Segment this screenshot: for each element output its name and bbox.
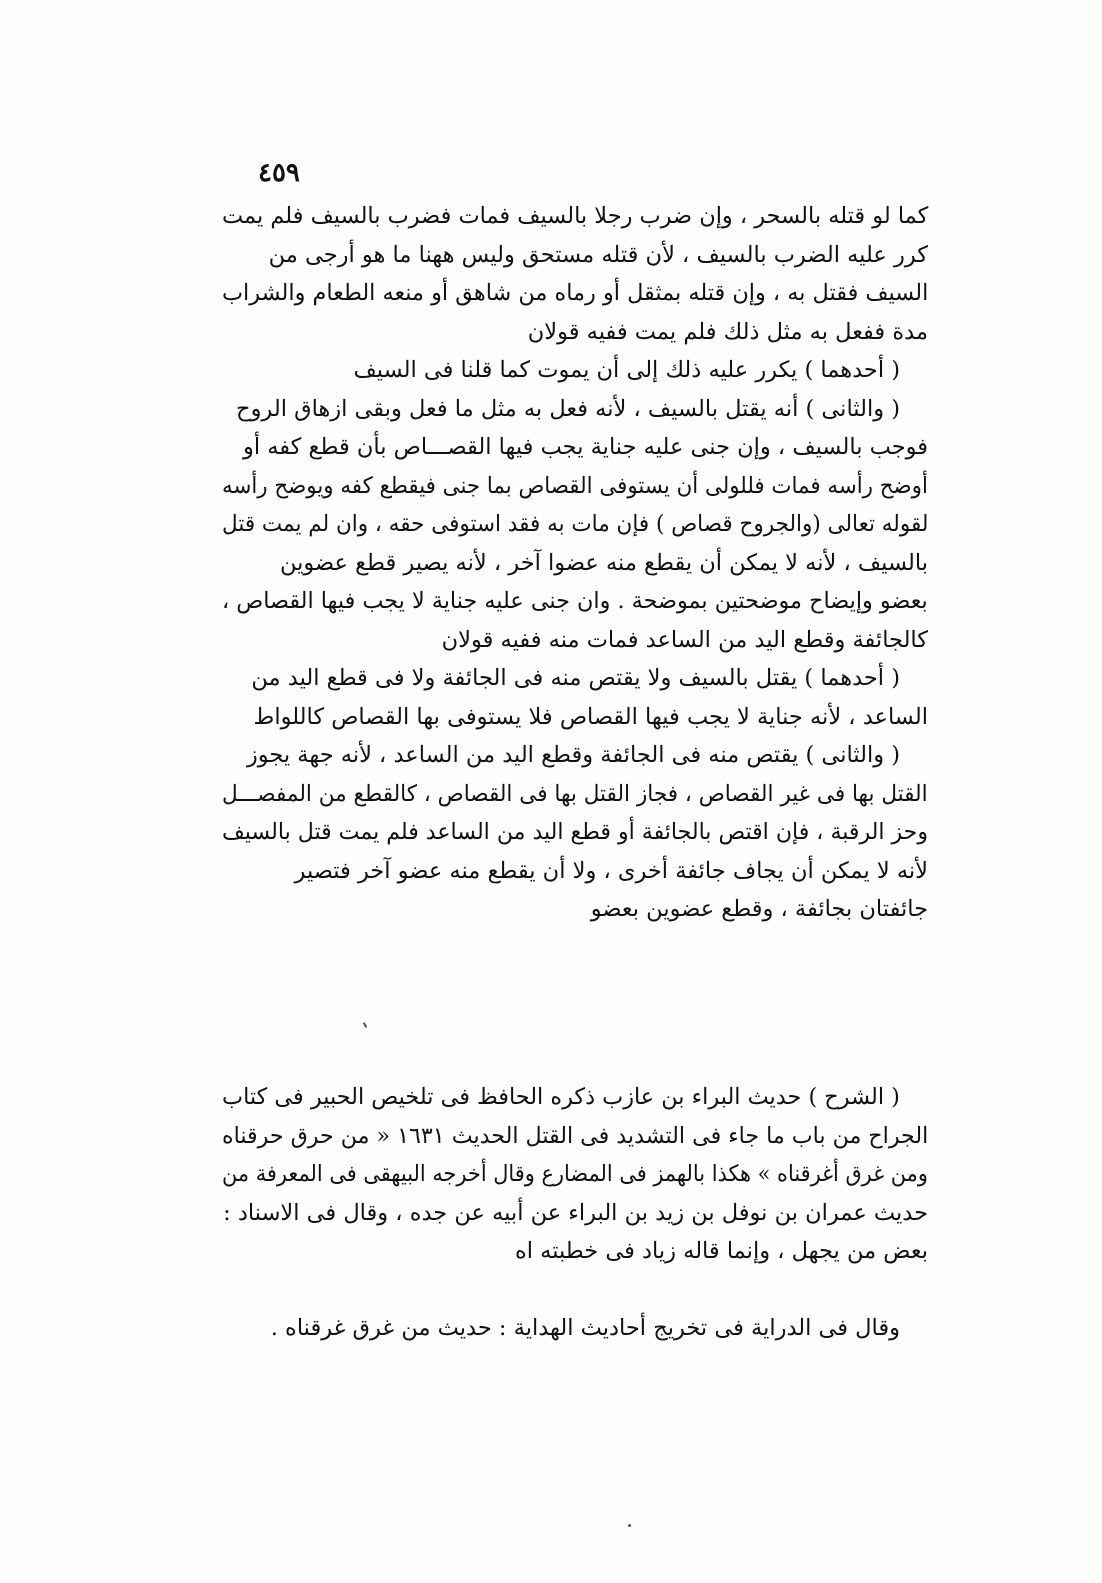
text-line: لأنه لا يمكن أن يجاف جائفة أخرى ، ولا أن يقطع منه عضو آخر فتصير bbox=[294, 857, 928, 884]
text-line: السيف فقتل به ، وإن قتله بمثقل أو رماه من شاهق أو منعه الطعام والشراب bbox=[221, 280, 928, 306]
text-line: بالسيف ، لأنه لا يمكن أن يقطع منه عضوا آخر ، لأنه يصير قطع عضوين bbox=[279, 549, 928, 576]
text-line: لقوله تعالى (والجروح قصاص ) فإن مات به فقد استوفى حقه ، وان لم يمت قتل bbox=[221, 511, 928, 537]
page-number: ٤٥٩ bbox=[258, 158, 300, 188]
footnote-text-block bbox=[222, 1309, 928, 1348]
text-line: ( أحدهما ) يقتل بالسيف ولا يقتص منه فى الجائفة ولا فى قطع اليد من bbox=[251, 665, 900, 691]
main-text-block bbox=[222, 197, 928, 929]
text-line: أوضح رأسه فمات فللولى أن يستوفى القصاص بما جنى فيقطع كفه ويوضح رأسه bbox=[222, 472, 928, 499]
text-line: بعضو وإيضاح موضحتين بموضحة . وان جنى عليه جناية لا يجب فيها القصاص ، bbox=[222, 588, 928, 614]
text-line: وحز الرقبة ، فإن اقتص بالجائفة أو قطع اليد من الساعد فلم يمت قتل بالسيف bbox=[221, 819, 928, 845]
sharh-line: ( الشرح ) حديث البراء بن عازب ذكره الحافظ فى تلخيص الحبير فى كتاب bbox=[222, 1084, 900, 1110]
sharh-line: حديث عمران بن نوفل بن زيد بن البراء عن أبيه عن جده ، وقال فى الاسناد : bbox=[223, 1199, 928, 1226]
text-line: جائفتان بجائفة ، وقطع عضوين بعضو bbox=[590, 896, 928, 922]
text-line: الساعد ، لأنه جناية لا يجب فيها القصاص فلا يستوفى بها القصاص كاللواط bbox=[253, 703, 928, 730]
text-line: كالجائفة وقطع اليد من الساعد فمات منه ففيه قولان bbox=[441, 626, 928, 653]
sharh-line: بعض من يجهل ، وإنما قاله زياد فى خطبته اه bbox=[514, 1238, 928, 1264]
text-line: كرر عليه الضرب بالسيف ، لأن قتله مستحق وليس ههنا ما هو أرجى من bbox=[268, 241, 928, 268]
ink-speck bbox=[628, 1524, 631, 1527]
sharh-line: ومن غرق أغرقناه » هكذا بالهمز فى المضارع وقال أخرجه البيهقى فى المعرفة من bbox=[222, 1161, 928, 1187]
footnote-line: وقال فى الدراية فى تخريج أحاديث الهداية : حديث من غرق غرقناه . bbox=[270, 1315, 900, 1341]
text-line: ( والثانى ) يقتص منه فى الجائفة وقطع اليد من الساعد ، لأنه جهة يجوز bbox=[246, 742, 900, 768]
text-line: القتل بها فى غير القصاص ، فجاز القتل بها فى القصاص ، كالقطع من المفصـــل bbox=[222, 780, 928, 807]
text-line: ( والثانى ) أنه يقتل بالسيف ، لأنه فعل به مثل ما فعل وبقى ازهاق الروح bbox=[236, 395, 900, 422]
text-line: فوجب بالسيف ، وإن جنى عليه جناية يجب فيها القصـــاص بأن قطع كفه أو bbox=[242, 434, 928, 460]
ink-speck bbox=[363, 1022, 368, 1028]
text-line: كما لو قتله بالسحر ، وإن ضرب رجلا بالسيف فمات فضرب بالسيف فلم يمت bbox=[221, 203, 928, 229]
text-line: ( أحدهما ) يكرر عليه ذلك إلى أن يموت كما قلنا فى السيف bbox=[353, 357, 900, 383]
sharh-text-block bbox=[222, 1078, 928, 1271]
sharh-line: الجراح من باب ما جاء فى التشديد فى القتل الحديث ١٦٣١ « من حرق حرقناه bbox=[221, 1122, 928, 1149]
text-line: مدة ففعل به مثل ذلك فلم يمت ففيه قولان bbox=[527, 318, 928, 345]
